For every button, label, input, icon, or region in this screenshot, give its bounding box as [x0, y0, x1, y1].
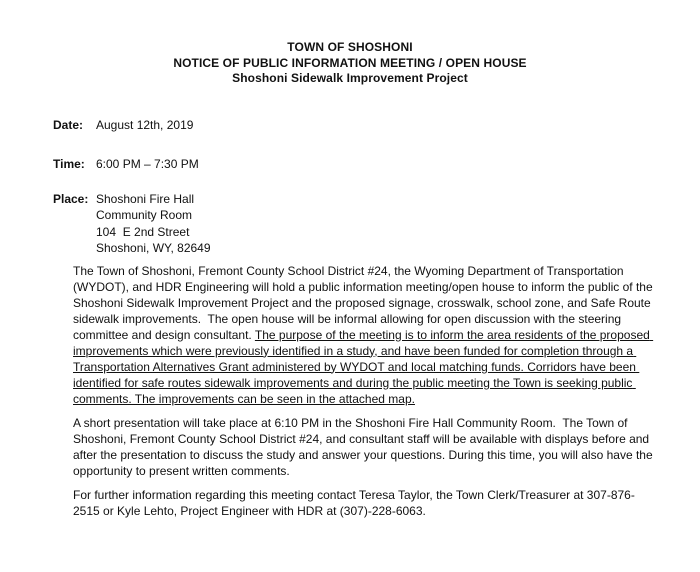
place-row: [53, 191, 700, 257]
document-header: [0, 0, 700, 87]
paragraph-meeting-overview-text: The Town of Shoshoni, Fremont County School District #24, the Wyoming Department of Transportation (WYDOT), and HDR Engineering will hold a public information meeting/open house to inform the public of the Shoshoni Sidewalk Improvement Project and the proposed signage, crosswalk, school zone, and Safe Route sidewalk improvements. The open house will be informal allowing for open discussion with the steering committee and design consultant.: [73, 263, 656, 342]
paragraph-contact-info: For further information regarding this meeting contact Teresa Taylor, the Town Clerk/Treasurer at 307-876-2515 or Kyle Lehto, Project Engineer with HDR at (307)-228-6063.: [73, 487, 635, 518]
place-label: Place:: [53, 191, 89, 206]
meeting-details-block: [53, 117, 700, 257]
place-street: 104 E 2nd Street: [96, 224, 190, 239]
header-project-name: Shoshoni Sidewalk Improvement Project: [232, 71, 468, 85]
place-venue: Shoshoni Fire Hall: [96, 191, 195, 206]
place-address: [96, 191, 211, 257]
body-paragraphs: [73, 263, 658, 519]
header-notice-title: NOTICE OF PUBLIC INFORMATION MEETING / OPEN HOUSE: [173, 55, 527, 70]
paragraph-presentation-details: A short presentation will take place at 6:10 PM in the Shoshoni Fire Hall Community Room. The Town of Shoshoni, Fremont County School District #24, and consultant staff will be available with displays before and after the presentation to discuss the study and answer your questions. During this time, you will also have the opportunity to present written comments.: [73, 415, 656, 478]
paragraph-meeting-overview: [73, 263, 658, 407]
time-row: [53, 156, 700, 173]
date-value: August 12th, 2019: [96, 117, 194, 132]
time-label: Time:: [53, 157, 85, 171]
place-city-state-zip: Shoshoni, WY, 82649: [96, 241, 211, 255]
header-town-name: TOWN OF SHOSHONI: [287, 40, 413, 54]
place-room: Community Room: [96, 208, 193, 222]
paragraph-meeting-purpose-underlined: The purpose of the meeting is to inform the area residents of the proposed improvements which were previously identified in a study, and have been funded for completion through a Transportation Alternatives Grant administered by WYDOT and local matching funds. Corridors have been identified for safe routes sidewalk improvements and during the public meeting the Town is seeking public comments. The improvements can be seen in the attached map.: [73, 327, 654, 406]
date-row: [53, 117, 700, 134]
time-value: 6:00 PM – 7:30 PM: [96, 157, 199, 171]
date-label: Date:: [53, 117, 84, 132]
